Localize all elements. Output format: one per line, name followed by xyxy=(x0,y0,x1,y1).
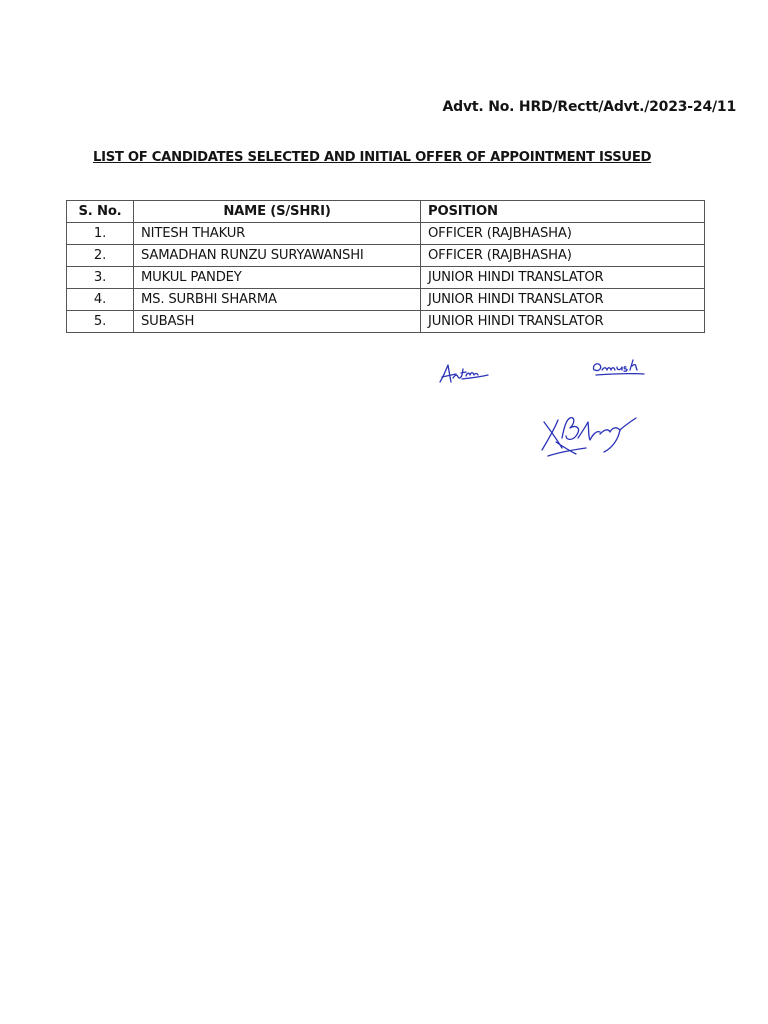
cell-sno: 5. xyxy=(67,311,134,333)
cell-name: MUKUL PANDEY xyxy=(134,267,421,289)
cell-sno: 4. xyxy=(67,289,134,311)
header-sno: S. No. xyxy=(67,201,134,223)
header-position: POSITION xyxy=(421,201,705,223)
table-row xyxy=(67,245,705,267)
table-row xyxy=(67,267,705,289)
cell-name: NITESH THAKUR xyxy=(134,223,421,245)
table-row xyxy=(67,311,705,333)
table-header-row xyxy=(67,201,705,223)
cell-sno: 2. xyxy=(67,245,134,267)
cell-sno: 1. xyxy=(67,223,134,245)
signature-3 xyxy=(536,408,646,466)
signature-1 xyxy=(436,358,494,388)
cell-sno: 3. xyxy=(67,267,134,289)
cell-position: JUNIOR HINDI TRANSLATOR xyxy=(421,311,705,333)
table-row xyxy=(67,223,705,245)
table-row xyxy=(67,289,705,311)
candidates-table xyxy=(66,200,705,333)
signature-2 xyxy=(588,358,650,382)
document-heading: LIST OF CANDIDATES SELECTED AND INITIAL OFFER OF APPOINTMENT ISSUED xyxy=(93,150,652,165)
header-name: NAME (S/SHRI) xyxy=(134,201,421,223)
cell-position: OFFICER (RAJBHASHA) xyxy=(421,245,705,267)
cell-name: SUBASH xyxy=(134,311,421,333)
cell-name: MS. SURBHI SHARMA xyxy=(134,289,421,311)
cell-position: JUNIOR HINDI TRANSLATOR xyxy=(421,267,705,289)
cell-name: SAMADHAN RUNZU SURYAWANSHI xyxy=(134,245,421,267)
advertisement-number: Advt. No. HRD/Rectt/Advt./2023-24/11 xyxy=(442,99,736,115)
cell-position: OFFICER (RAJBHASHA) xyxy=(421,223,705,245)
cell-position: JUNIOR HINDI TRANSLATOR xyxy=(421,289,705,311)
